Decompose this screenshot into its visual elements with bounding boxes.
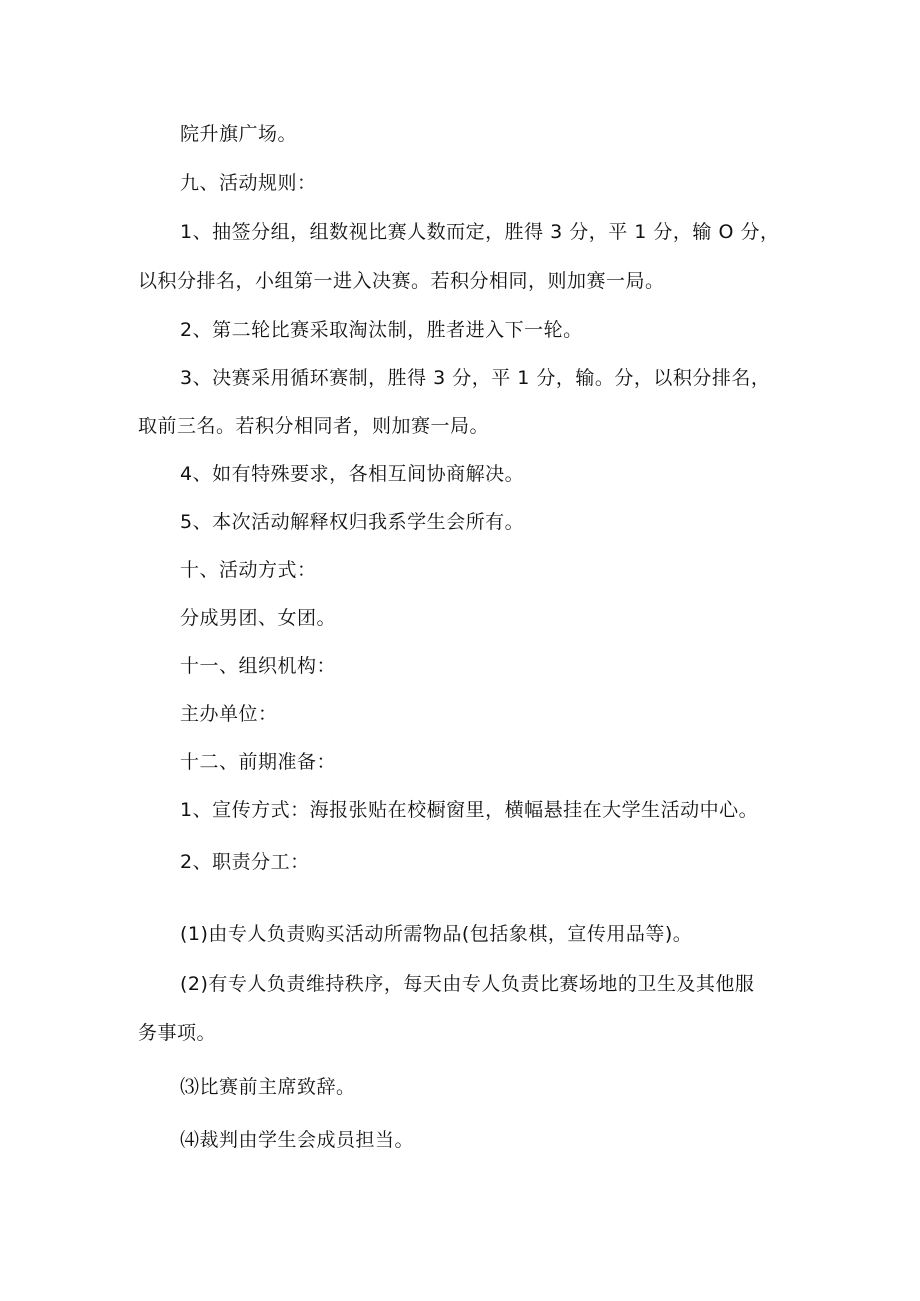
rule-1-line-1: 1、抽签分组，组数视比赛人数而定，胜得 3 分，平 1 分，输 O 分， — [180, 221, 780, 243]
rule-5: 5、本次活动解释权归我系学生会所有。 — [180, 511, 525, 533]
rule-4: 4、如有特殊要求，各相互间协商解决。 — [180, 463, 525, 485]
heading-activity-format: 十、活动方式： — [180, 559, 317, 581]
rule-2: 2、第二轮比赛采取淘汰制，胜者进入下一轮。 — [180, 319, 583, 341]
format-text: 分成男团、女团。 — [180, 607, 337, 629]
prep-1-publicity: 1、宣传方式：海报张贴在校橱窗里，横幅悬挂在大学生活动中心。 — [180, 799, 759, 821]
heading-organization: 十一、组织机构： — [180, 655, 337, 677]
prep-2-duties: 2、职责分工： — [180, 851, 310, 873]
organizer-label: 主办单位： — [180, 703, 278, 725]
rule-1-line-2: 以积分排名，小组第一进入决赛。若积分相同，则加赛一局。 — [138, 270, 665, 292]
heading-preparation: 十二、前期准备： — [180, 751, 337, 773]
heading-activity-rules: 九、活动规则： — [180, 172, 317, 194]
duty-4: ⑷裁判由学生会成员担当。 — [180, 1129, 415, 1151]
text-line-venue-tail: 院升旗广场。 — [180, 123, 298, 145]
duty-2-line-2: 务事项。 — [138, 1022, 217, 1044]
duty-2-line-1: (2)有专人负责维持秩序，每天由专人负责比赛场地的卫生及其他服 — [180, 973, 755, 995]
duty-1: (1)由专人负责购买活动所需物品(包括象棋，宣传用品等)。 — [180, 923, 693, 945]
rule-3-line-1: 3、决赛采用循环赛制，胜得 3 分，平 1 分，输。分，以积分排名， — [180, 367, 771, 389]
rule-3-line-2: 取前三名。若积分相同者，则加赛一局。 — [138, 415, 490, 437]
duty-3: ⑶比赛前主席致辞。 — [180, 1076, 356, 1098]
